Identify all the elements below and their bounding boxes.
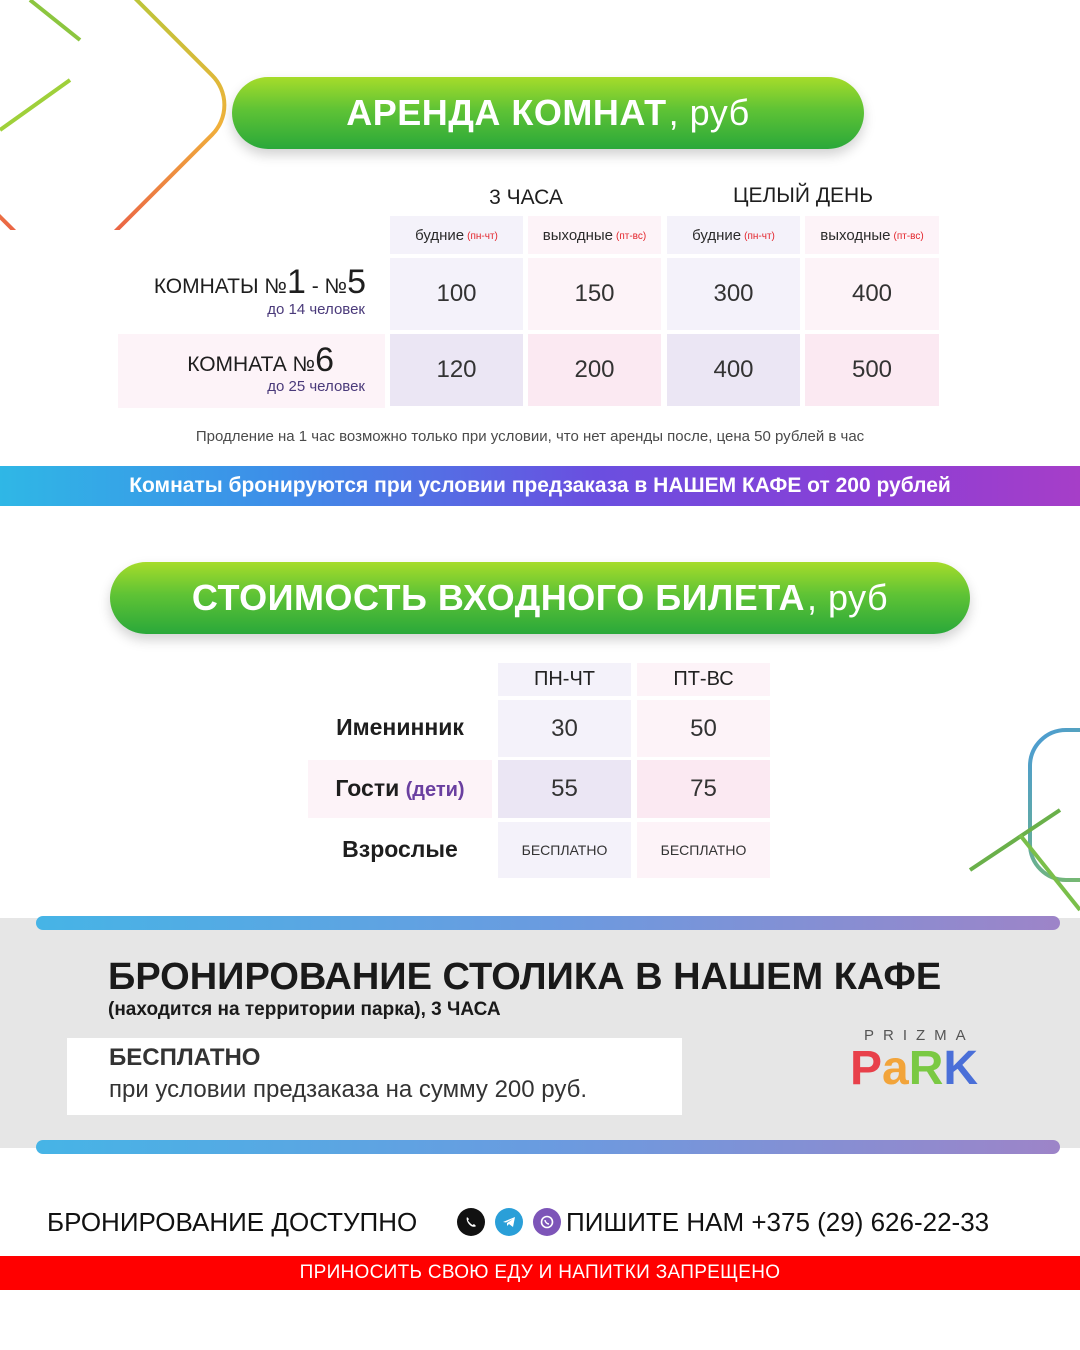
rooms-title-banner [232,77,864,149]
telegram-icon[interactable] [495,1208,523,1236]
ticket-adults-weekday: БЕСПЛАТНО [498,822,631,878]
decorative-corner-shape-top-left [0,0,260,230]
subheader-weekend-3h: выходные (пт-вс) [528,216,661,254]
room-row-label-1-5: КОМНАТЫ №1 - №5 [153,263,366,301]
price-room6-weekend-3h: 200 [528,334,661,406]
ticket-label-guests: Гости (дети) [335,775,465,801]
no-outside-food-warning: ПРИНОСИТЬ СВОЮ ЕДУ И НАПИТКИ ЗАПРЕЩЕНО [0,1256,1080,1290]
price-room1-5-weekday-3h: 100 [390,258,523,330]
col-group-full-day: ЦЕЛЫЙ ДЕНЬ [732,184,874,207]
logo-main-text: PaRK [850,1042,979,1095]
price-room6-weekend-day: 500 [805,334,939,406]
price-room6-weekday-day: 400 [667,334,800,406]
ticket-header-weekend: ПТ-ВС [637,663,770,696]
logo-top-text: PRIZMA [864,1027,975,1044]
viber-icon[interactable] [533,1208,561,1236]
booking-available-text: БРОНИРОВАНИЕ ДОСТУПНО [47,1207,418,1237]
room-row-capacity-1-5: до 14 человек [267,301,365,318]
ticket-birthday-weekend: 50 [637,700,770,757]
subheader-weekday-3h: будние (пн-чт) [390,216,523,254]
ticket-label-birthday: Именинник [336,714,464,740]
rooms-title: АРЕНДА КОМНАТ [346,92,667,133]
price-room1-5-weekday-day: 300 [667,258,800,330]
room-row-capacity-6: до 25 человек [267,378,365,395]
ticket-birthday-weekday: 30 [498,700,631,757]
decorative-corner-shape-right [960,720,1080,920]
extension-note: Продление на 1 час возможно только при условии, что нет аренды после, цена 50 рублей в час [195,428,865,445]
price-room1-5-weekend-day: 400 [805,258,939,330]
ticket-guests-weekend: 75 [637,760,770,818]
tickets-title: СТОИМОСТЬ ВХОДНОГО БИЛЕТА [191,577,805,618]
rooms-title-unit: , руб [668,92,750,133]
price-room6-weekday-3h: 120 [390,334,523,406]
divider-line-bottom [36,1140,1060,1154]
divider-line-top [36,916,1060,930]
table-booking-condition: при условии предзаказа на сумму 200 руб. [109,1076,588,1103]
table-booking-subtitle: (находится на территории парка), 3 ЧАСА [108,999,501,1020]
room-row-label-6: КОМНАТА №6 [187,341,334,379]
table-booking-free: БЕСПЛАТНО [109,1044,261,1071]
tickets-title-unit: , руб [806,577,889,618]
ticket-guests-weekday: 55 [498,760,631,818]
price-room1-5-weekend-3h: 150 [528,258,661,330]
ticket-adults-weekend: БЕСПЛАТНО [637,822,770,878]
ticket-header-weekday: ПН-ЧТ [498,663,631,696]
subheader-weekday-day: будние (пн-чт) [667,216,800,254]
whatsapp-icon[interactable] [457,1208,485,1236]
table-booking-title: БРОНИРОВАНИЕ СТОЛИКА В НАШЕМ КАФЕ [108,956,942,998]
prizma-park-logo [848,1027,993,1102]
col-group-3-hours: 3 ЧАСА [489,186,563,209]
cafe-preorder-banner: Комнаты бронируются при условии предзаказа в НАШЕМ КАФЕ от 200 рублей [0,466,1080,506]
contact-phone-text: ПИШИТЕ НАМ +375 (29) 626-22-33 [566,1207,990,1237]
ticket-label-adults: Взрослые [342,836,458,862]
subheader-weekend-day: выходные (пт-вс) [805,216,939,254]
tickets-title-banner [110,562,970,634]
